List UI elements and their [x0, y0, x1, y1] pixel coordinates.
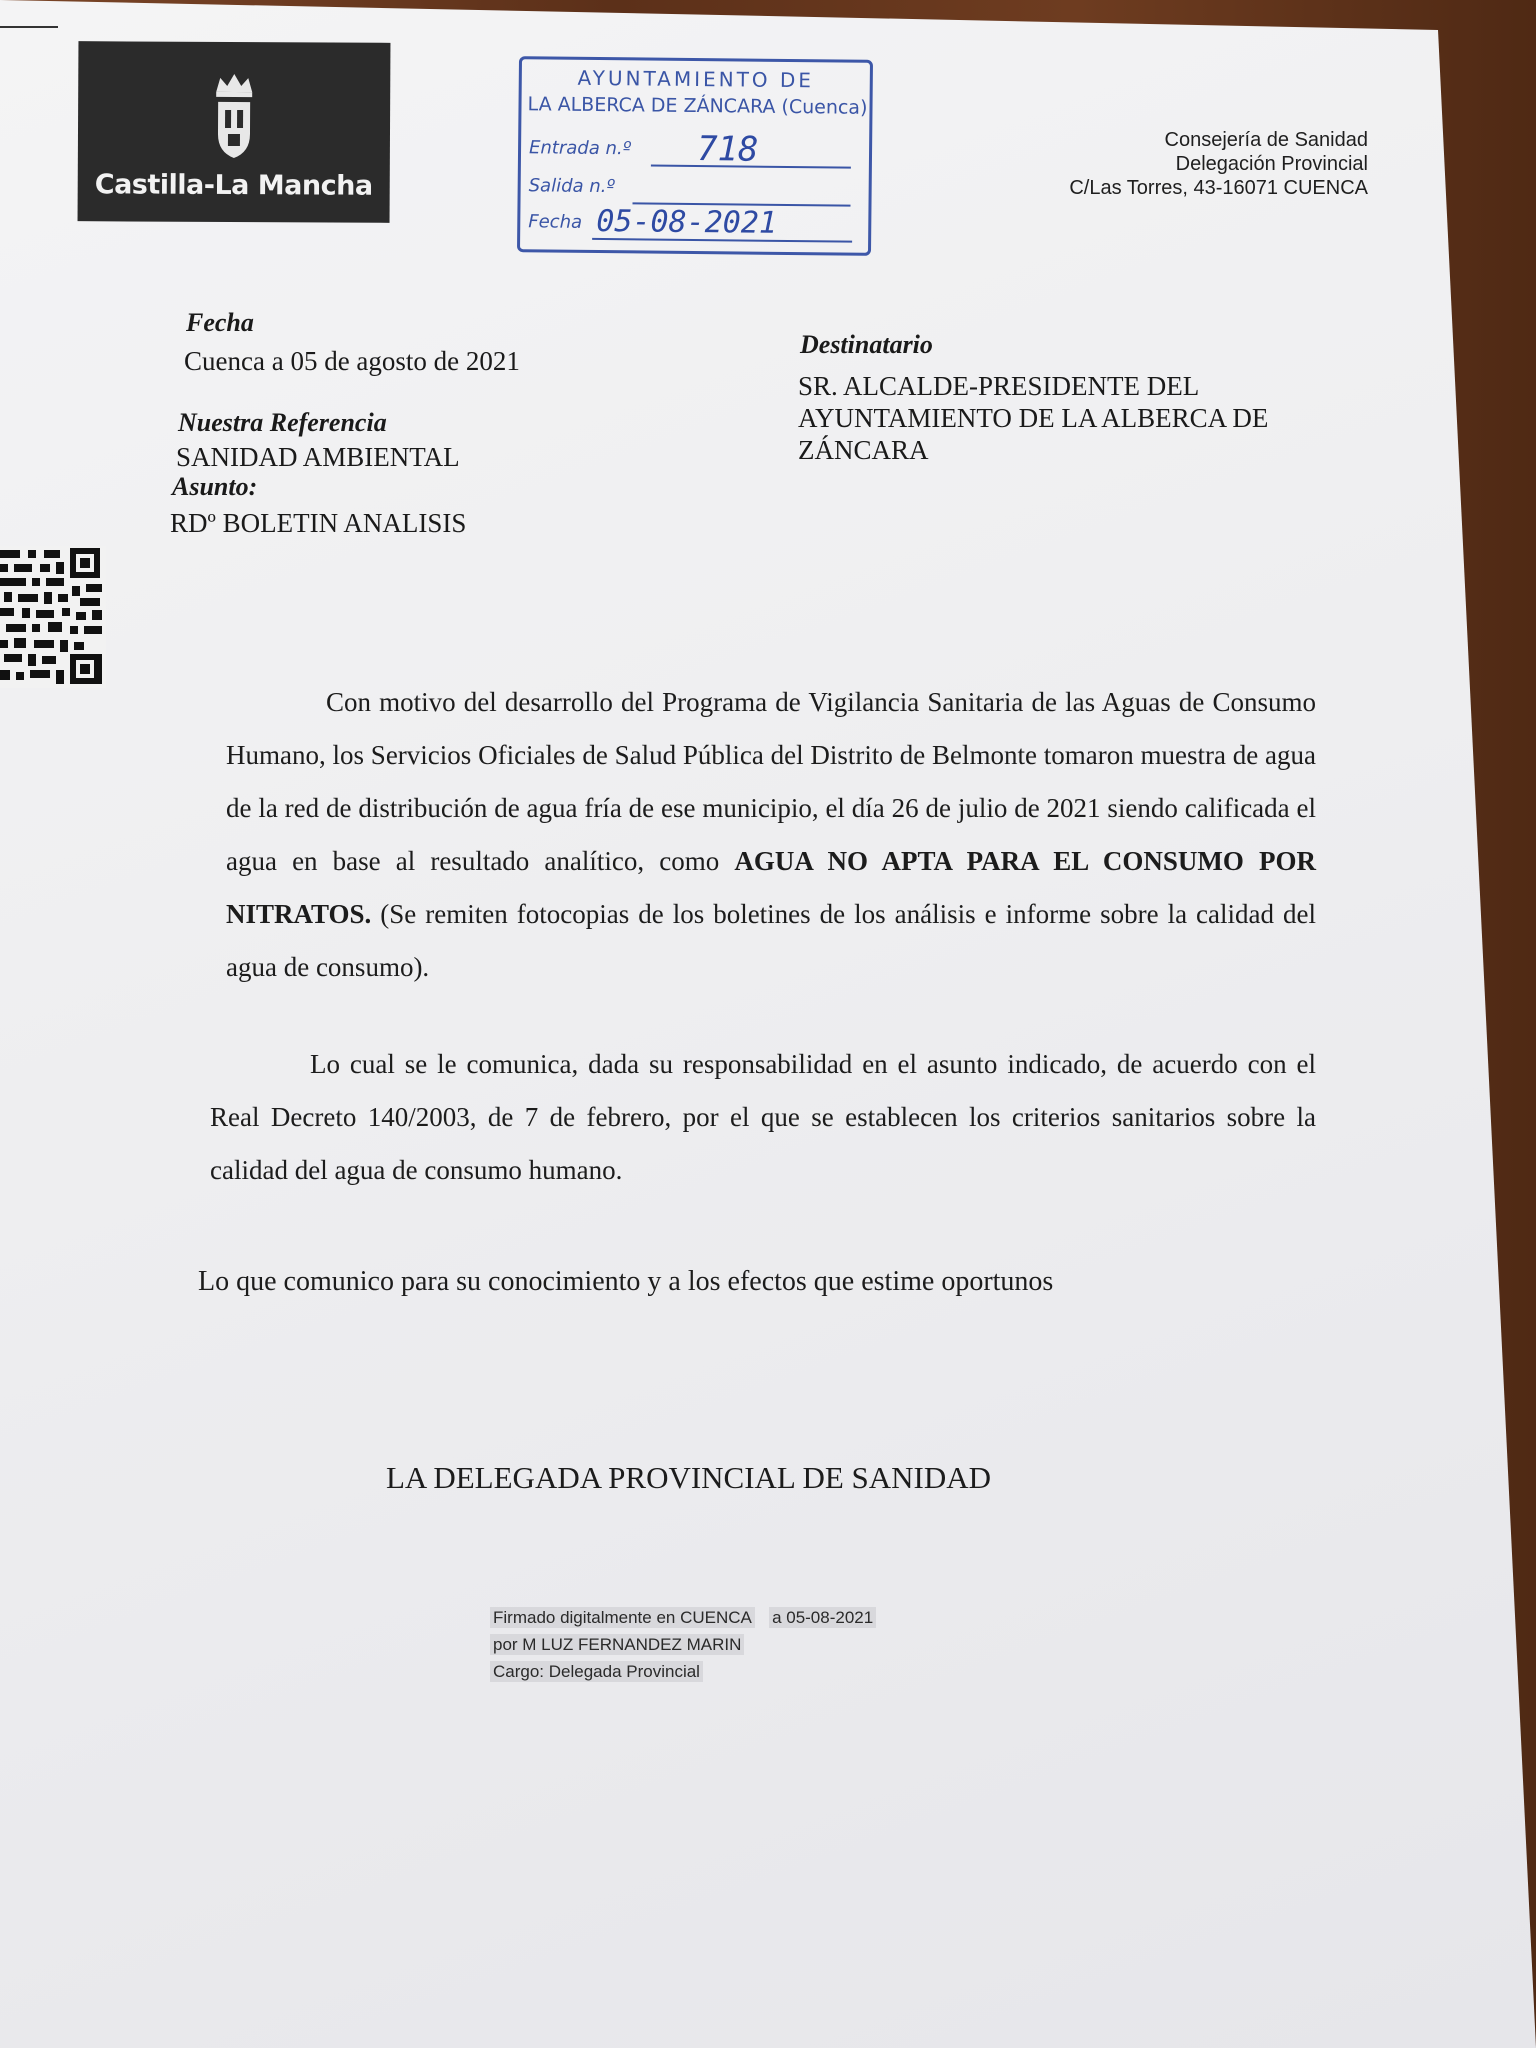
registry-stamp [517, 56, 873, 256]
stamp-municipality: LA ALBERCA DE ZÁNCARA (Cuenca) [527, 93, 868, 119]
signature-name: por M LUZ FERNANDEZ MARIN [490, 1634, 744, 1655]
sender-address [1069, 128, 1368, 200]
body-paragraph-2 [210, 1038, 1316, 1197]
signature-place: Firmado digitalmente en CUENCA [490, 1607, 755, 1628]
stamp-entrada-value: 718 [696, 129, 759, 170]
digital-signature-block [490, 1604, 876, 1685]
destinatario-line-3: ZÁNCARA [798, 435, 929, 465]
destinatario-line-2: AYUNTAMIENTO DE LA ALBERCA DE [798, 403, 1269, 433]
signatory-role: LA DELEGADA PROVINCIAL DE SANIDAD [386, 1460, 992, 1495]
stamp-fecha-value: 05-08-2021 [596, 203, 778, 241]
stamp-salida-label: Salida n.º [528, 175, 616, 198]
qr-code [0, 546, 106, 688]
paragraph-1-bold-verdict: AGUA NO APTA PARA EL CONSUMO POR NITRATOS. [226, 846, 1316, 929]
stamp-entrada-label: Entrada n.º [528, 137, 632, 160]
body-paragraph-1 [226, 676, 1316, 994]
closing-sentence: Lo que comunico para su conocimiento y a los efectos que estime oportunos [198, 1266, 1054, 1297]
castilla-la-mancha-logo [78, 41, 391, 223]
referencia-value: SANIDAD AMBIENTAL [176, 442, 460, 472]
fecha-label: Fecha [186, 308, 254, 337]
asunto-value: RDº BOLETIN ANALISIS [170, 508, 467, 538]
page-edge-line [0, 26, 58, 28]
destinatario-label: Destinatario [800, 330, 933, 359]
signature-position: Cargo: Delegada Provincial [490, 1661, 703, 1682]
asunto-label: Asunto: [172, 472, 258, 501]
paragraph-1-text-b: (Se remiten fotocopias de los boletines de los análisis e informe sobre la calidad del agua de consumo). [226, 899, 1316, 982]
crown-crest-icon [210, 72, 258, 162]
paragraph-2-text: Lo cual se le comunica, dada su responsabilidad en el asunto indicado, de acuerdo con el Real Decreto 140/2003, de 7 de febrero, por el que se establecen los criterios sanitarios sobre la calidad del agua de consumo humano. [210, 1049, 1316, 1185]
logo-text: Castilla-La Mancha [94, 169, 373, 202]
sender-delegation: Delegación Provincial [1175, 153, 1368, 175]
destinatario-line-1: SR. ALCALDE-PRESIDENTE DEL [798, 371, 1200, 401]
referencia-label: Nuestra Referencia [178, 408, 387, 437]
fecha-value: Cuenca a 05 de agosto de 2021 [184, 346, 520, 376]
paragraph-1-text-a: Con motivo del desarrollo del Programa de Vigilancia Sanitaria de las Aguas de Consumo Humano, los Servicios Oficiales de Salud Pública del Distrito de Belmonte tomaron muestra de agua de la red de distribución de agua fría de ese municipio, el día 26 de julio de 2021 siendo calificada el agua en base al resultado analítico, como [226, 687, 1316, 876]
stamp-fecha-label: Fecha [528, 211, 583, 233]
sender-department: Consejería de Sanidad [1164, 129, 1368, 151]
destinatario-address [798, 370, 1268, 466]
sender-street: C/Las Torres, 43-16071 CUENCA [1069, 177, 1368, 199]
signature-date: a 05-08-2021 [769, 1607, 876, 1628]
stamp-title: AYUNTAMIENTO DE [577, 65, 815, 93]
